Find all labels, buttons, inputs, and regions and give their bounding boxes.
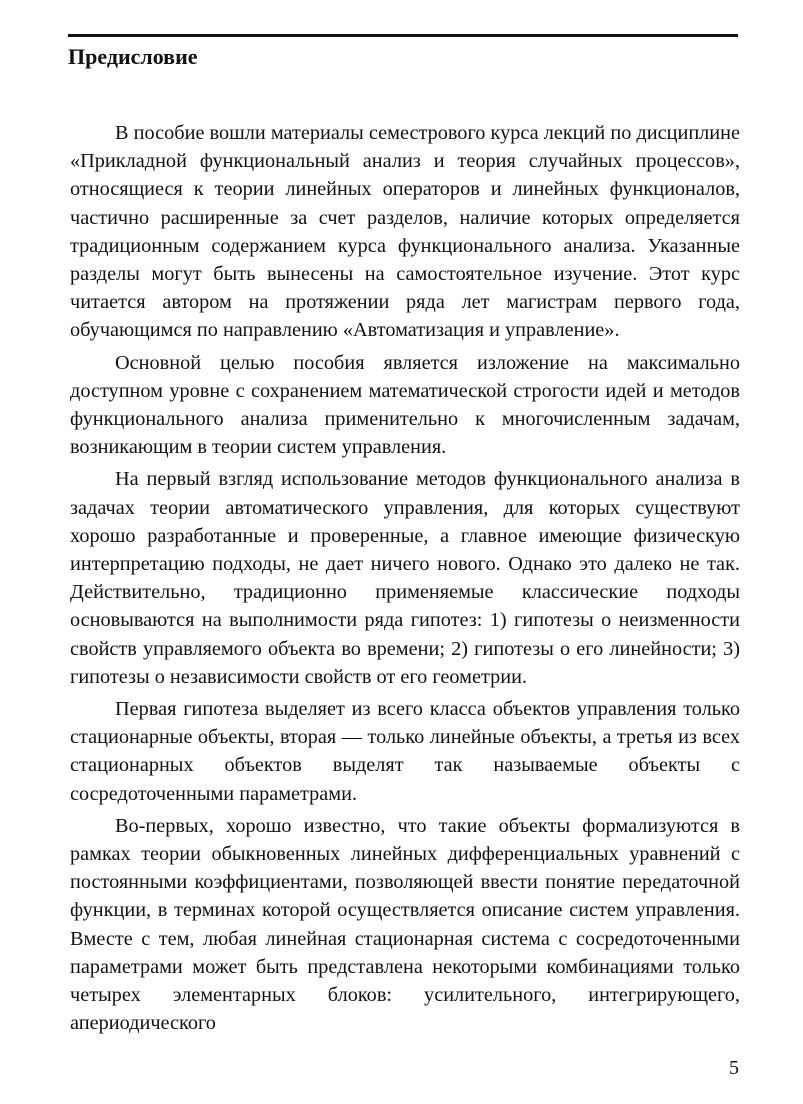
page-number: 5 — [729, 1057, 739, 1079]
paragraph: Во-первых, хорошо известно, что такие объекты формализуются в рамках теории обыкновенных линейных дифференциальных уравнений с постоянными коэффициентами, позволяющей ввести понятие передаточной функции, в терминах которой осуществляется описание систем управления. Вместе с тем, любая линейная стационарная система с сосредоточенными параметрами может быть представлена некоторыми комбинациями только четырех элементарных блоков: усилительного, интегрирующего, апериодического — [70, 814, 740, 1035]
top-rule — [68, 34, 738, 37]
body-text — [70, 119, 740, 1042]
paragraph: В пособие вошли материалы семестрового курса лекций по дисциплине «Прикладной функциональный анализ и теория случайных процессов», относящиеся к теории линейных операторов и линейных функционалов, частично расширенные за счет разделов, наличие которых определяется традиционным содержанием курса функционального анализа. Указанные разделы могут быть вынесены на самостоятельное изучение. Этот курс читается автором на протяжении ряда лет магистрам первого года, обучающимся по направлению «Автоматизация и управление». — [70, 122, 740, 342]
paragraph: На первый взгляд использование методов функционального анализа в задачах теории автоматического управления, для которых существуют хорошо разработанные и проверенные, а главное имеющие физическую интерпретацию подходы, не дает ничего нового. Однако это далеко не так. Действительно, традиционно применяемые классические подходы основываются на выполнимости ряда гипотез: 1) гипотезы о неизменности свойств управляемого объекта во времени; 2) гипотезы о его линейности; 3) гипотезы о независимости свойств от его геометрии. — [70, 468, 740, 688]
paragraph: Первая гипотеза выделяет из всего класса объектов управления только стационарные объекты, вторая — только линейные объекты, а третья из всех стационарных объектов выделят так называемые объекты с сосредоточенными параметрами. — [70, 698, 740, 805]
section-heading: Предисловие — [68, 44, 198, 69]
paragraph: Основной целью пособия является изложение на максимально доступном уровне с сохранением математической строгости идей и методов функционального анализа применительно к многочисленным задачам, возникающим в теории систем управления. — [70, 351, 740, 459]
